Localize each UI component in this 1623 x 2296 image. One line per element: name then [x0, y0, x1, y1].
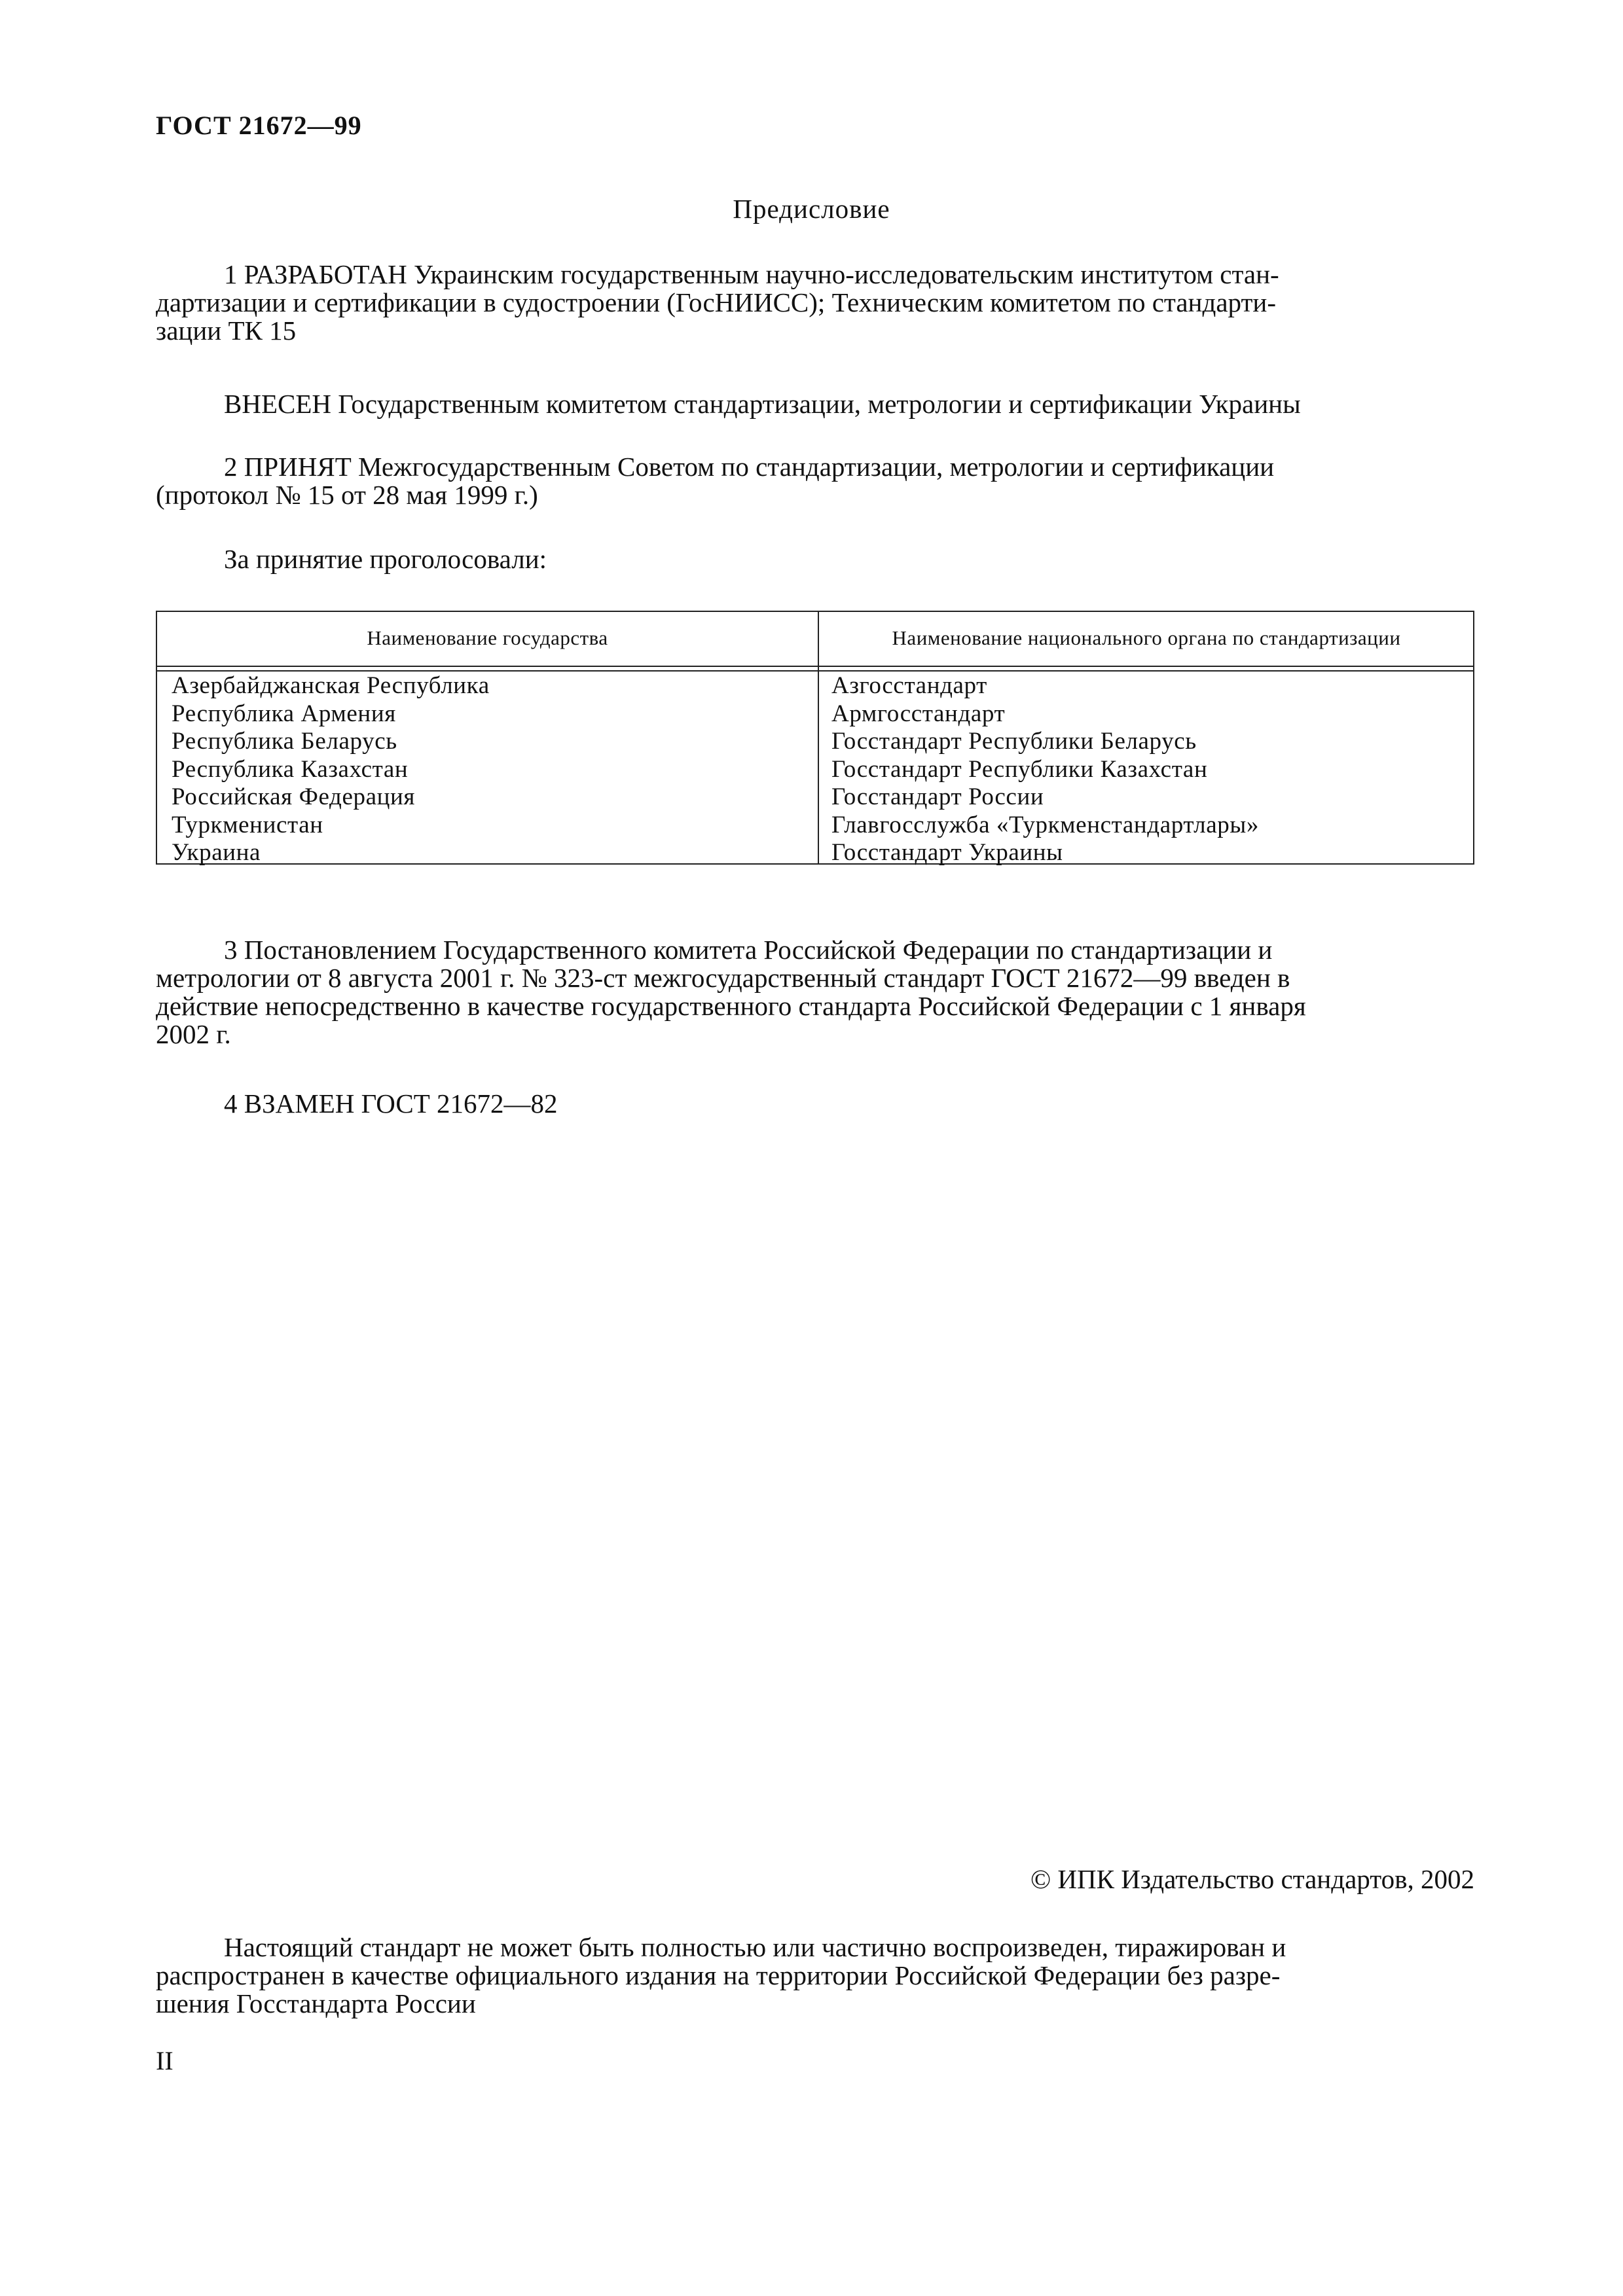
- text-line: 3 Постановлением Государственного комитета Российской Федерации по стандартизации и: [224, 935, 1273, 965]
- table-cell-body: Азгосстандарт: [831, 672, 987, 699]
- table-cell-state: Туркменистан: [172, 811, 323, 838]
- text-line: действие непосредственно в качестве государственного стандарта Российской Федерации с 1 января: [156, 991, 1306, 1021]
- paragraph-developed: [156, 260, 1474, 345]
- paragraph-introduced: ВНЕСЕН Государственным комитетом стандартизации, метрологии и сертификации Украины: [224, 389, 1301, 419]
- text-line: распространен в качестве официального издания на территории Российской Федерации без разре-: [156, 1960, 1281, 1990]
- document-code: ГОСТ 21672—99: [156, 111, 362, 140]
- table-cell-state: Республика Беларусь: [172, 728, 397, 755]
- page-title: Предисловие: [733, 194, 890, 224]
- voting-table: [156, 611, 1474, 865]
- table-cell-body: Главгосслужба «Туркменстандартлары»: [831, 811, 1259, 838]
- table-cell-state: Республика Армения: [172, 700, 396, 727]
- text-line: дартизации и сертификации в судостроении (ГосНИИСС); Техническим комитетом по стандарти-: [156, 287, 1277, 317]
- paragraph-adopted: [156, 453, 1474, 509]
- table-cell-state: Азербайджанская Республика: [172, 672, 490, 699]
- text-line: 2 ПРИНЯТ Межгосударственным Советом по стандартизации, метрологии и сертификации: [224, 452, 1275, 482]
- text-line: шения Госстандарта России: [156, 1988, 476, 2018]
- table-cell-state: Украина: [172, 839, 261, 866]
- table-cell-body: Госстандарт Украины: [831, 839, 1063, 866]
- table-cell-body: Армгосстандарт: [831, 700, 1006, 727]
- paragraph-voted: За принятие проголосовали:: [224, 544, 547, 574]
- paragraph-resolution: [156, 936, 1474, 1049]
- table-column-bodies: [831, 672, 1259, 867]
- table-header-state: Наименование государства: [367, 626, 608, 649]
- table-cell-state: Российская Федерация: [172, 783, 416, 810]
- page-number: II: [156, 2046, 173, 2075]
- table-cell-body: Госстандарт Республики Беларусь: [831, 728, 1197, 755]
- copyright-notice: © ИПК Издательство стандартов, 2002: [1030, 1864, 1474, 1894]
- table-header-divider: [157, 666, 1473, 672]
- table-header-body: Наименование национального органа по стандартизации: [892, 626, 1401, 649]
- table-cell-state: Республика Казахстан: [172, 755, 409, 783]
- text-line: 1 РАЗРАБОТАН Украинским государственным научно-исследовательским институтом стан-: [224, 259, 1279, 289]
- text-line: Настоящий стандарт не может быть полностью или частично воспроизведен, тиражирован и: [224, 1932, 1286, 1962]
- text-line: 2002 г.: [156, 1019, 231, 1049]
- paragraph-replaces: 4 ВЗАМЕН ГОСТ 21672—82: [224, 1088, 558, 1119]
- table-cell-body: Госстандарт России: [831, 783, 1044, 810]
- table-column-states: [172, 672, 490, 867]
- text-line: метрологии от 8 августа 2001 г. № 323-ст межгосударственный стандарт ГОСТ 21672—99 введен в: [156, 963, 1290, 993]
- reproduction-notice: [156, 1933, 1474, 2018]
- text-line: (протокол № 15 от 28 мая 1999 г.): [156, 480, 538, 510]
- table-cell-body: Госстандарт Республики Казахстан: [831, 755, 1208, 783]
- text-line: зации ТК 15: [156, 315, 297, 346]
